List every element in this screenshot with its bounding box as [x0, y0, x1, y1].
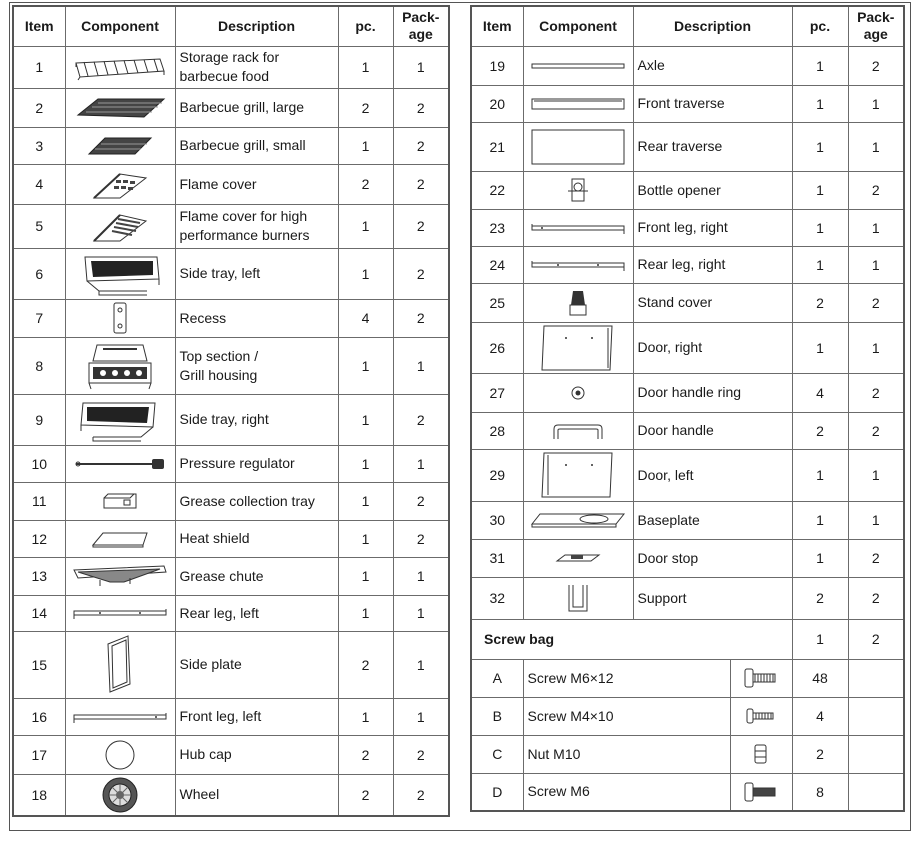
parts-row-4 [13, 164, 449, 204]
grill-small-icon [66, 134, 175, 158]
grease-chute-icon [66, 562, 175, 590]
screw-bag-label: Screw bag [471, 619, 792, 659]
parts-row-5 [13, 204, 449, 248]
package-number: 1 [393, 631, 449, 698]
parts-table-left [12, 5, 450, 817]
pieces-count: 1 [338, 520, 393, 557]
pieces-count: 4 [338, 299, 393, 337]
screw-m6-icon [731, 781, 792, 803]
stand-cover-icon [524, 287, 633, 319]
description [175, 698, 338, 735]
component-cell [523, 246, 633, 283]
description: Front leg, right [633, 209, 792, 246]
parts-row-14 [13, 595, 449, 631]
component-cell [65, 631, 175, 698]
header-package [393, 6, 449, 46]
wheel-icon [66, 776, 175, 814]
side-tray-right-icon [66, 397, 175, 443]
item-number: 18 [13, 774, 65, 816]
package-number: 1 [393, 337, 449, 394]
component-cell [523, 539, 633, 577]
nut-m10-icon [731, 743, 792, 765]
description-line2: barbecue food [179, 68, 270, 84]
package-number: 1 [848, 501, 904, 539]
component-cell [65, 248, 175, 299]
item-number: 32 [471, 577, 523, 619]
package-number: 2 [393, 88, 449, 127]
header-pc: pc. [792, 6, 848, 46]
item-letter: B [471, 697, 523, 735]
parts-row-20 [471, 85, 904, 122]
description: Door, right [633, 322, 792, 373]
package-number [848, 735, 904, 773]
description: Nut M10 [523, 735, 730, 773]
package-number: 2 [848, 373, 904, 412]
item-letter: A [471, 659, 523, 697]
rear-traverse-icon [524, 127, 633, 167]
component-cell [65, 735, 175, 774]
parts-row-13 [13, 557, 449, 595]
parts-row-25 [471, 283, 904, 322]
parts-row-2 [13, 88, 449, 127]
pieces-count: 1 [338, 337, 393, 394]
component-cell [730, 697, 792, 735]
package-number: 1 [393, 595, 449, 631]
pieces-count: 2 [792, 283, 848, 322]
description-line1: Hub cap [179, 746, 232, 762]
screw-m6x12-icon [731, 667, 792, 689]
parts-row-32 [471, 577, 904, 619]
header-component: Component [65, 6, 175, 46]
item-number: 7 [13, 299, 65, 337]
package-number: 1 [848, 122, 904, 171]
item-number: 24 [471, 246, 523, 283]
hub-cap-icon [66, 738, 175, 772]
item-number: 22 [471, 171, 523, 209]
component-cell [65, 46, 175, 88]
pieces-count: 2 [338, 88, 393, 127]
description-line1: Top section / [179, 347, 259, 364]
pieces-count: 1 [338, 557, 393, 595]
parts-row-29 [471, 449, 904, 501]
description [175, 445, 338, 482]
door-right-icon [524, 324, 633, 372]
pieces-count: 1 [338, 445, 393, 482]
parts-row-9 [13, 394, 449, 445]
axle-icon [524, 61, 633, 71]
description: Rear traverse [633, 122, 792, 171]
package-number [848, 697, 904, 735]
description [175, 394, 338, 445]
parts-row-16 [13, 698, 449, 735]
flame-cover-icon [66, 168, 175, 200]
pieces-count: 1 [792, 501, 848, 539]
pieces-count: 1 [792, 171, 848, 209]
parts-row-7 [13, 299, 449, 337]
item-number: 16 [13, 698, 65, 735]
item-number: 5 [13, 204, 65, 248]
description: Stand cover [633, 283, 792, 322]
package-number: 1 [848, 85, 904, 122]
package-number: 2 [848, 171, 904, 209]
item-number: 1 [13, 46, 65, 88]
description [175, 482, 338, 520]
pieces-count: 48 [792, 659, 848, 697]
item-number: 10 [13, 445, 65, 482]
package-number: 2 [393, 204, 449, 248]
description-line1: Side plate [179, 656, 242, 672]
description [175, 520, 338, 557]
description [175, 337, 338, 394]
description: Axle [633, 46, 792, 85]
package-number: 2 [393, 248, 449, 299]
item-number: 26 [471, 322, 523, 373]
rear-leg-right-icon [524, 257, 633, 273]
package-number: 2 [848, 619, 904, 659]
table-header-row [13, 6, 449, 46]
description: Front traverse [633, 85, 792, 122]
parts-row-21 [471, 122, 904, 171]
description-line1: Storage rack for [179, 49, 280, 65]
description-line1: Side tray, left [179, 265, 261, 281]
side-tray-left-icon [66, 251, 175, 297]
screw-m4x10-icon [731, 706, 792, 726]
parts-table-right [470, 5, 905, 812]
component-cell [65, 557, 175, 595]
header-item: Item [13, 6, 65, 46]
item-number: 11 [13, 482, 65, 520]
door-stop-icon [524, 549, 633, 567]
door-left-icon [524, 451, 633, 499]
flame-cover-high-icon [66, 209, 175, 243]
screw-bag-item-A [471, 659, 904, 697]
pieces-count: 1 [792, 209, 848, 246]
pieces-count: 1 [792, 46, 848, 85]
parts-row-24 [471, 246, 904, 283]
header-item: Item [471, 6, 523, 46]
pieces-count: 1 [338, 482, 393, 520]
description: Baseplate [633, 501, 792, 539]
description-line1: Wheel [179, 786, 220, 803]
package-number: 2 [848, 46, 904, 85]
parts-row-22 [471, 171, 904, 209]
item-number: 2 [13, 88, 65, 127]
package-number: 1 [393, 557, 449, 595]
item-number: 4 [13, 164, 65, 204]
parts-row-19 [471, 46, 904, 85]
package-number: 2 [393, 164, 449, 204]
component-cell [523, 577, 633, 619]
description-line1: Rear leg, left [179, 604, 259, 621]
component-cell [65, 482, 175, 520]
description [175, 774, 338, 816]
recess-icon [66, 301, 175, 335]
grill-housing-icon [66, 341, 175, 391]
screw-bag-item-D [471, 773, 904, 811]
item-number: 29 [471, 449, 523, 501]
component-cell [523, 85, 633, 122]
package-number [848, 773, 904, 811]
package-number: 2 [848, 412, 904, 449]
description [175, 46, 338, 88]
pieces-count: 1 [338, 127, 393, 164]
front-traverse-icon [524, 95, 633, 113]
item-letter: C [471, 735, 523, 773]
header-pc: pc. [338, 6, 393, 46]
description-line1: Recess [179, 309, 227, 326]
pieces-count: 1 [338, 595, 393, 631]
parts-row-12 [13, 520, 449, 557]
item-number: 23 [471, 209, 523, 246]
description-line2: Grill housing [179, 366, 258, 383]
grease-tray-icon [66, 490, 175, 512]
component-cell [65, 698, 175, 735]
component-cell [730, 773, 792, 811]
parts-row-28 [471, 412, 904, 449]
header-description: Description [633, 6, 792, 46]
header-package-line1: Pack- [402, 9, 440, 26]
package-number: 2 [393, 482, 449, 520]
pieces-count: 2 [338, 774, 393, 816]
component-cell [65, 337, 175, 394]
parts-row-10 [13, 445, 449, 482]
front-leg-right-icon [524, 220, 633, 236]
description [175, 248, 338, 299]
component-cell [65, 445, 175, 482]
header-package-line1: Pack- [857, 9, 895, 26]
description: Support [633, 577, 792, 619]
parts-row-1 [13, 46, 449, 88]
item-number: 27 [471, 373, 523, 412]
description: Screw M6 [523, 773, 730, 811]
component-cell [65, 774, 175, 816]
item-number: 19 [471, 46, 523, 85]
description [175, 631, 338, 698]
header-package-line2: age [863, 26, 888, 43]
component-cell [523, 412, 633, 449]
package-number: 2 [393, 127, 449, 164]
heat-shield-icon [66, 529, 175, 549]
item-number: 17 [13, 735, 65, 774]
item-number: 28 [471, 412, 523, 449]
storage-rack-icon [66, 53, 175, 81]
header-component: Component [523, 6, 633, 46]
component-cell [523, 122, 633, 171]
component-cell [65, 299, 175, 337]
description-line1: Side tray, right [179, 411, 269, 427]
package-number: 1 [393, 445, 449, 482]
description [175, 88, 338, 127]
package-number: 1 [848, 209, 904, 246]
rear-leg-left-icon [66, 605, 175, 621]
parts-row-6 [13, 248, 449, 299]
item-number: 14 [13, 595, 65, 631]
parts-row-26 [471, 322, 904, 373]
item-number: 15 [13, 631, 65, 698]
package-number: 2 [848, 283, 904, 322]
description: Screw M6×12 [523, 659, 730, 697]
pieces-count: 1 [338, 698, 393, 735]
pieces-count: 2 [338, 164, 393, 204]
parts-row-17 [13, 735, 449, 774]
component-cell [523, 209, 633, 246]
parts-row-18 [13, 774, 449, 816]
baseplate-icon [524, 510, 633, 530]
item-number: 12 [13, 520, 65, 557]
pieces-count: 2 [792, 412, 848, 449]
description: Door stop [633, 539, 792, 577]
item-number: 9 [13, 394, 65, 445]
description: Bottle opener [633, 171, 792, 209]
description: Screw M4×10 [523, 697, 730, 735]
pieces-count: 1 [792, 449, 848, 501]
package-number: 1 [848, 246, 904, 283]
description-line1: Flame cover for high [179, 208, 308, 224]
item-number: 20 [471, 85, 523, 122]
item-letter: D [471, 773, 523, 811]
component-cell [65, 595, 175, 631]
component-cell [523, 322, 633, 373]
item-number: 3 [13, 127, 65, 164]
pieces-count: 2 [338, 735, 393, 774]
item-number: 6 [13, 248, 65, 299]
parts-row-30 [471, 501, 904, 539]
package-number: 2 [393, 774, 449, 816]
pieces-count: 1 [338, 204, 393, 248]
pieces-count: 1 [792, 619, 848, 659]
component-cell [65, 164, 175, 204]
package-number: 2 [393, 520, 449, 557]
parts-row-3 [13, 127, 449, 164]
component-cell [523, 449, 633, 501]
description: Door handle [633, 412, 792, 449]
header-package-line2: age [408, 26, 433, 43]
description-line1: Pressure regulator [179, 455, 295, 471]
item-number: 30 [471, 501, 523, 539]
description-line1: Front leg, left [179, 708, 262, 724]
description-line2: performance burners [179, 227, 310, 243]
pieces-count: 1 [792, 322, 848, 373]
description-line1: Barbecue grill, small [179, 137, 306, 153]
component-cell [730, 735, 792, 773]
pieces-count: 4 [792, 373, 848, 412]
parts-row-15 [13, 631, 449, 698]
component-cell [523, 171, 633, 209]
door-handle-icon [524, 421, 633, 441]
component-cell [523, 501, 633, 539]
component-cell [523, 46, 633, 85]
package-number: 2 [393, 394, 449, 445]
description-line1: Heat shield [179, 530, 250, 546]
grill-large-icon [66, 95, 175, 121]
item-number: 31 [471, 539, 523, 577]
screw-bag-item-C [471, 735, 904, 773]
description-line1: Flame cover [179, 175, 257, 192]
component-cell [523, 373, 633, 412]
bottle-opener-icon [524, 177, 633, 203]
support-icon [524, 581, 633, 615]
component-cell [65, 394, 175, 445]
description [175, 595, 338, 631]
parts-row-11 [13, 482, 449, 520]
pieces-count: 1 [792, 246, 848, 283]
package-number: 1 [393, 46, 449, 88]
pieces-count: 1 [338, 46, 393, 88]
pressure-regulator-icon [66, 457, 175, 471]
description-line1: Grease collection tray [179, 492, 315, 509]
description: Door handle ring [633, 373, 792, 412]
description [175, 735, 338, 774]
header-description: Description [175, 6, 338, 46]
pieces-count: 1 [792, 122, 848, 171]
parts-row-27 [471, 373, 904, 412]
package-number: 2 [848, 539, 904, 577]
parts-row-23 [471, 209, 904, 246]
pieces-count: 8 [792, 773, 848, 811]
screw-bag-item-B [471, 697, 904, 735]
package-number [848, 659, 904, 697]
component-cell [65, 520, 175, 557]
header-package [848, 6, 904, 46]
pieces-count: 1 [792, 85, 848, 122]
description: Rear leg, right [633, 246, 792, 283]
component-cell [65, 88, 175, 127]
package-number: 2 [393, 299, 449, 337]
pieces-count: 1 [792, 539, 848, 577]
component-cell [65, 204, 175, 248]
parts-row-8 [13, 337, 449, 394]
description [175, 164, 338, 204]
description [175, 127, 338, 164]
pieces-count: 2 [792, 577, 848, 619]
component-cell [523, 283, 633, 322]
item-number: 13 [13, 557, 65, 595]
door-handle-ring-icon [524, 384, 633, 402]
component-cell [65, 127, 175, 164]
pieces-count: 4 [792, 697, 848, 735]
screw-bag-row [471, 619, 904, 659]
pieces-count: 2 [792, 735, 848, 773]
pieces-count: 2 [338, 631, 393, 698]
package-number: 1 [848, 322, 904, 373]
item-number: 25 [471, 283, 523, 322]
package-number: 1 [393, 698, 449, 735]
description-line1: Grease chute [179, 567, 264, 584]
description [175, 557, 338, 595]
description [175, 299, 338, 337]
parts-row-31 [471, 539, 904, 577]
description-line1: Barbecue grill, large [179, 99, 305, 115]
pieces-count: 1 [338, 394, 393, 445]
package-number: 2 [393, 735, 449, 774]
item-number: 21 [471, 122, 523, 171]
description [175, 204, 338, 248]
component-cell [730, 659, 792, 697]
pieces-count: 1 [338, 248, 393, 299]
package-number: 1 [848, 449, 904, 501]
package-number: 2 [848, 577, 904, 619]
side-plate-icon [66, 634, 175, 696]
item-number: 8 [13, 337, 65, 394]
front-leg-left-icon [66, 709, 175, 725]
description: Door, left [633, 449, 792, 501]
table-header-row [471, 6, 904, 46]
